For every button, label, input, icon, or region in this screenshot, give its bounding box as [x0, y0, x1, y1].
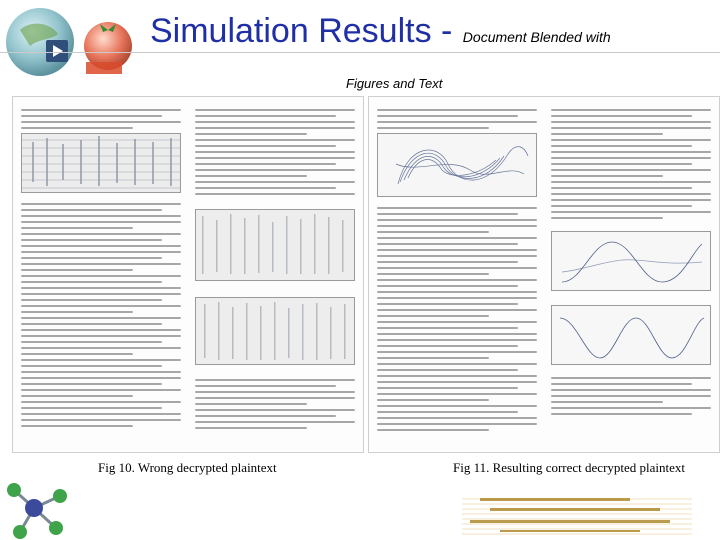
- doc-column: [21, 109, 181, 431]
- attractor-figure: [377, 133, 537, 197]
- university-logo: [470, 494, 690, 538]
- doc-column: [377, 109, 537, 435]
- doc-column: [551, 109, 711, 419]
- document-thumbnail-correct: [368, 96, 720, 453]
- doc-column: [195, 109, 355, 433]
- document-thumbnail-wrong: [12, 96, 364, 453]
- noise-figure: [21, 133, 181, 193]
- noise-figure: [195, 297, 355, 365]
- slide-title: Simulation Results -: [150, 12, 453, 50]
- slide-title-suffix: Document Blended with: [462, 29, 611, 45]
- noise-figure: [195, 209, 355, 281]
- figure-caption-correct: Fig 11. Resulting correct decrypted plaintext: [453, 460, 686, 475]
- curve-figure: [551, 305, 711, 365]
- figure-caption-wrong: Fig 10. Wrong decrypted plaintext: [98, 460, 277, 475]
- header-divider: [0, 52, 720, 53]
- molecule-logo: [0, 468, 90, 540]
- slide-subtitle: Figures and Text: [346, 76, 443, 91]
- header-globe-art: [0, 0, 150, 90]
- curve-figure: [551, 231, 711, 291]
- title-row: [150, 12, 710, 51]
